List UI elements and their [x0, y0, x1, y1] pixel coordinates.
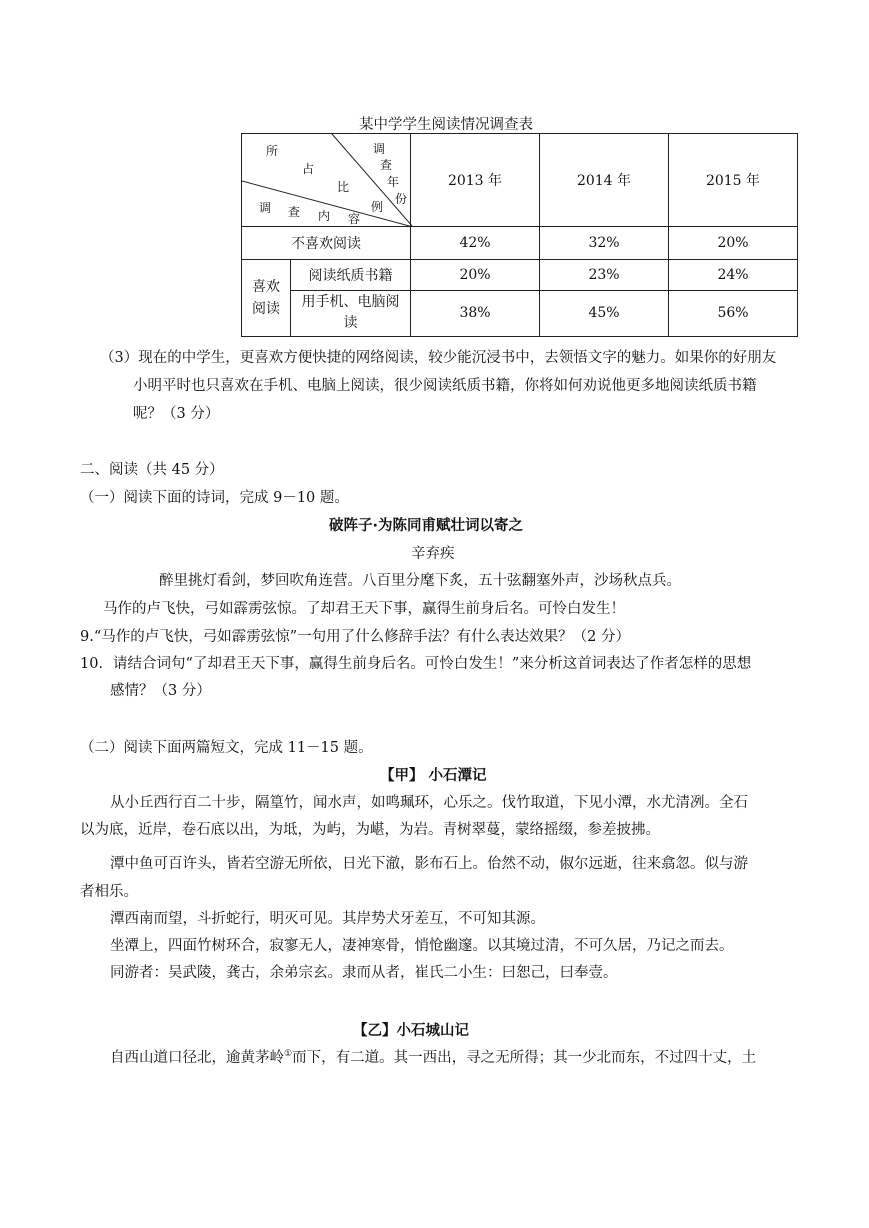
question-9: 9.“马作的卢飞快，弓如霹雳弦惊”一句用了什么修辞手法？有什么表达效果？（2 分）	[80, 629, 630, 645]
part2-intro: （二）阅读下面两篇短文，完成 11－15 题。	[80, 740, 373, 756]
diag-label: 比	[337, 180, 350, 194]
diag-label: 内	[318, 209, 331, 223]
question-3-line3: 呢？（3 分）	[133, 406, 220, 422]
year-header: 2014 年	[540, 134, 669, 227]
survey-table	[241, 133, 798, 337]
group-label-like	[242, 259, 291, 336]
passage-line: 从小丘西行百二十步，隔篁竹，闻水声，如鸣珮环，心乐之。伐竹取道，下见小潭，水尤清冽。全石	[110, 795, 748, 811]
table-row-dislike	[242, 227, 798, 259]
row-label: 阅读纸质书籍	[291, 259, 411, 290]
question-10-line2: 感情？（3 分）	[110, 683, 211, 699]
passage-line: 潭中鱼可百许头，皆若空游无所依，日光下澈，影布石上。佁然不动，俶尔远逝，往来翕忽。似与游	[110, 856, 748, 872]
row-label-text: 用手机、电脑阅读	[301, 294, 400, 332]
row-label: 不喜欢阅读	[242, 227, 411, 259]
poem-line: 醉里挑灯看剑，梦回吹角连营。八百里分麾下炙，五十弦翻塞外声，沙场秋点兵。	[159, 573, 681, 589]
passage-text: 自西山道口径北，逾黄茅岭	[110, 1050, 284, 1066]
passage-line: 同游者：吴武陵，龚古，余弟宗玄。隶而从者，崔氏二小生：曰恕己，曰奉壹。	[110, 965, 618, 981]
diag-label: 查	[380, 158, 393, 172]
table-cell: 24%	[669, 259, 798, 290]
diag-label: 例	[371, 200, 384, 214]
question-3-line2: 小明平时也只喜欢在手机、电脑上阅读，很少阅读纸质书籍，你将如何劝说他更多地阅读纸质书籍	[133, 378, 757, 394]
passage-line: 者相乐。	[80, 884, 138, 900]
passage-line: 坐潭上，四面竹树环合，寂寥无人，凄神寒骨，悄怆幽邃。以其境过清，不可久居，乃记之而去。	[110, 938, 734, 954]
passage-yi-title: 【乙】小石城山记	[353, 1023, 469, 1039]
footnote-marker: ①	[284, 1049, 293, 1060]
year-header: 2015 年	[669, 134, 798, 227]
diag-label: 查	[288, 205, 301, 219]
passage-line: 潭西南而望，斗折蛇行，明灭可见。其岸势犬牙差互，不可知其源。	[110, 911, 545, 927]
diag-label: 调	[259, 201, 272, 215]
diag-label: 所	[266, 144, 279, 158]
table-cell: 32%	[540, 227, 669, 259]
section-title: 二、阅读（共 45 分）	[80, 462, 224, 478]
passage-line	[110, 1046, 756, 1067]
table-cell: 23%	[540, 259, 669, 290]
question-3-line1: （3）现在的中学生，更喜欢方便快捷的网络阅读，较少能沉浸书中，去领悟文字的魅力。如果你的好朋友	[100, 350, 777, 366]
row-label	[291, 290, 411, 336]
table-cell: 56%	[669, 290, 798, 336]
diag-label: 占	[302, 162, 315, 176]
diag-label: 容	[348, 212, 361, 226]
group-label-text: 喜欢阅读	[252, 278, 280, 317]
diag-label: 年	[387, 175, 400, 189]
passage-jia-title: 【甲】 小石潭记	[380, 768, 487, 784]
question-10-line1: 10．请结合词句“了却君王天下事，赢得生前身后名。可怜白发生！”来分析这首词表达了作者怎样的思想	[80, 656, 752, 672]
poem-author: 辛弃疾	[411, 546, 455, 562]
diag-label: 份	[395, 192, 408, 206]
poem-line: 马作的卢飞快，弓如霹雳弦惊。了却君王天下事，赢得生前身后名。可怜白发生！	[103, 601, 625, 617]
table-cell: 38%	[411, 290, 540, 336]
table-cell: 42%	[411, 227, 540, 259]
diag-label: 调	[373, 142, 386, 156]
poem-title: 破阵子·为陈同甫赋壮词以寄之	[329, 518, 524, 534]
passage-text: 而下，有二道。其一西出，寻之无所得；其一少北而东，不过四十丈，土	[292, 1050, 757, 1066]
part1-intro: （一）阅读下面的诗词，完成 9－10 题。	[80, 490, 349, 506]
table-cell: 45%	[540, 290, 669, 336]
diagonal-header-cell	[242, 134, 411, 227]
table-row-digital	[242, 290, 798, 336]
table-caption: 某中学学生阅读情况调查表	[359, 117, 533, 133]
year-header: 2013 年	[411, 134, 540, 227]
table-cell: 20%	[669, 227, 798, 259]
table-row-paper	[242, 259, 798, 290]
passage-line: 以为底，近岸，卷石底以出，为坻，为屿，为嵁，为岩。青树翠蔓，蒙络摇缀，参差披拂。	[80, 822, 660, 838]
table-cell: 20%	[411, 259, 540, 290]
